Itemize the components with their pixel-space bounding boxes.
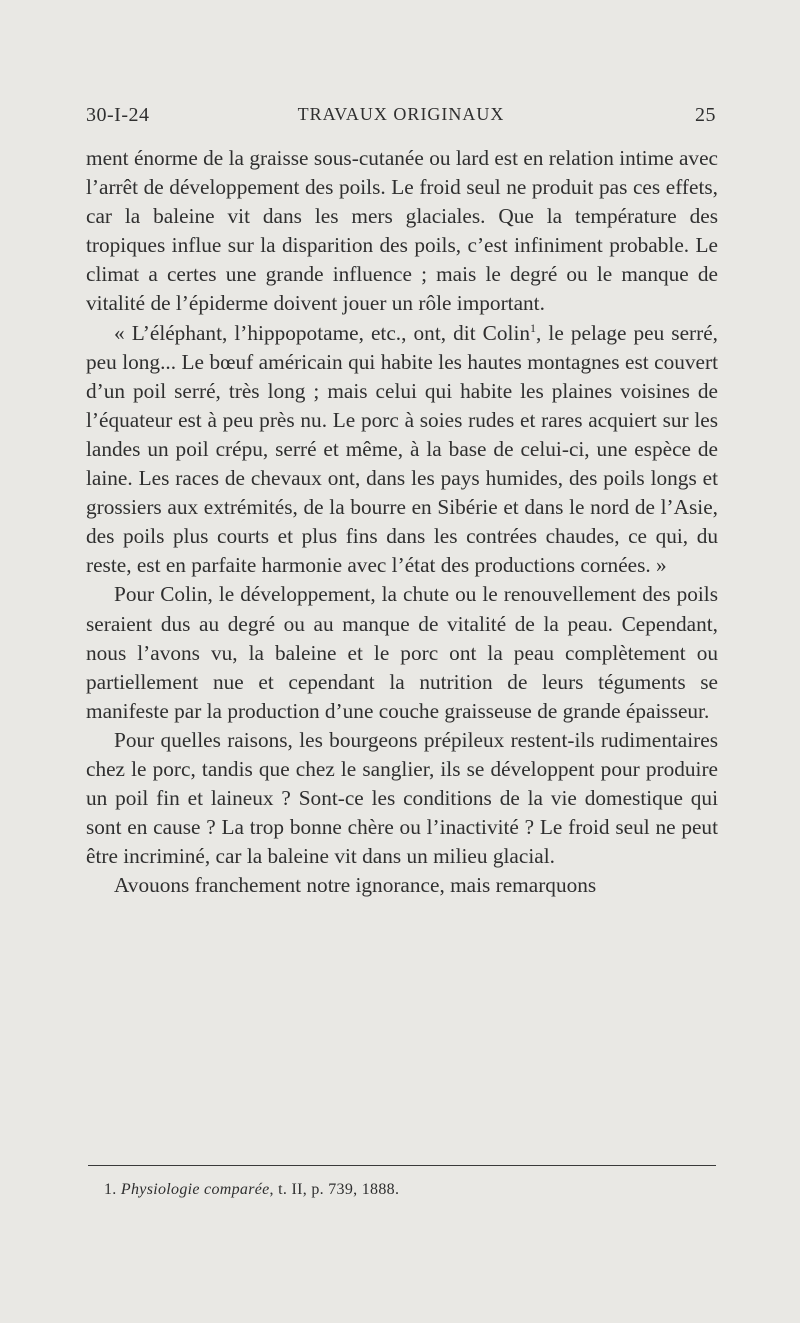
footnote bbox=[104, 1181, 399, 1199]
paragraph-3: Pour Colin, le développement, la chute ou le renouvellement des poils seraient dus au degré ou au manque de vitalité de la peau. Cependant, nous l’avons vu, la baleine et le porc ont la peau complètement ou partiellement nue et cependant la nutrition de leurs téguments se manifeste par la production d’une couche graisseuse de grande épaisseur. bbox=[86, 582, 718, 723]
paragraph-2-text-a: « L’éléphant, l’hippopotame, etc., ont, dit Colin bbox=[114, 320, 531, 345]
paragraph-2-text-b: , le pelage peu serré, peu long... Le bœuf américain qui habite les hautes montagnes est couvert d’un poil serré, très long ; mais celui qui habite les plaines voisines de l’équateur est à peu près nu. Le porc à soies rudes et rares acquiert sur les landes un poil crépu, serré et même, à la base de celui-ci, une espèce de laine. Les races de chevaux ont, dans les pays humides, des poils longs et grossiers aux extrémités, de la bourre en Sibérie et dans le nord de l’Asie, des poils plus courts et plus fins dans les contrées chaudes, ce qui, du reste, est en parfaite harmonie avec l’état des productions cornées. » bbox=[86, 320, 718, 578]
footnote-details: , t. II, p. 739, 1888. bbox=[269, 1181, 400, 1198]
paragraph-5: Avouons franchement notre ignorance, mais remarquons bbox=[114, 873, 597, 898]
paragraph-4: Pour quelles raisons, les bourgeons prépileux restent-ils rudimentaires chez le porc, tandis que chez le sanglier, ils se développent pour produire un poil fin et laineux ? Sont-ce les conditions de la vie domestique qui sont en cause ? La trop bonne chère ou l’inactivité ? Le froid seul ne peut être incriminé, car la baleine vit dans un milieu glacial. bbox=[86, 727, 718, 869]
footnote-reference: 1 bbox=[530, 320, 537, 335]
footnote-number: 1. bbox=[104, 1181, 117, 1198]
paragraph-1: ment énorme de la graisse sous-cutanée ou lard est en relation intime avec l’arrêt de développement des poils. Le froid seul ne produit pas ces effets, car la baleine vit dans les mers glaciales. Que la température des tropiques influe sur la disparition des poils, c’est infiniment probable. Le climat a certes une grande influence ; mais le degré ou le manque de vitalité de l’épiderme doivent jouer un rôle important. bbox=[86, 146, 718, 316]
footnote-divider bbox=[88, 1165, 716, 1166]
page-number: 25 bbox=[695, 104, 716, 126]
footnote-title: Physiologie comparée bbox=[120, 1181, 270, 1198]
paragraph-2 bbox=[86, 319, 718, 581]
header-title: TRAVAUX ORIGINAUX bbox=[297, 104, 505, 124]
running-header bbox=[86, 104, 716, 138]
body-text bbox=[86, 144, 718, 900]
header-date: 30-I-24 bbox=[86, 104, 150, 126]
